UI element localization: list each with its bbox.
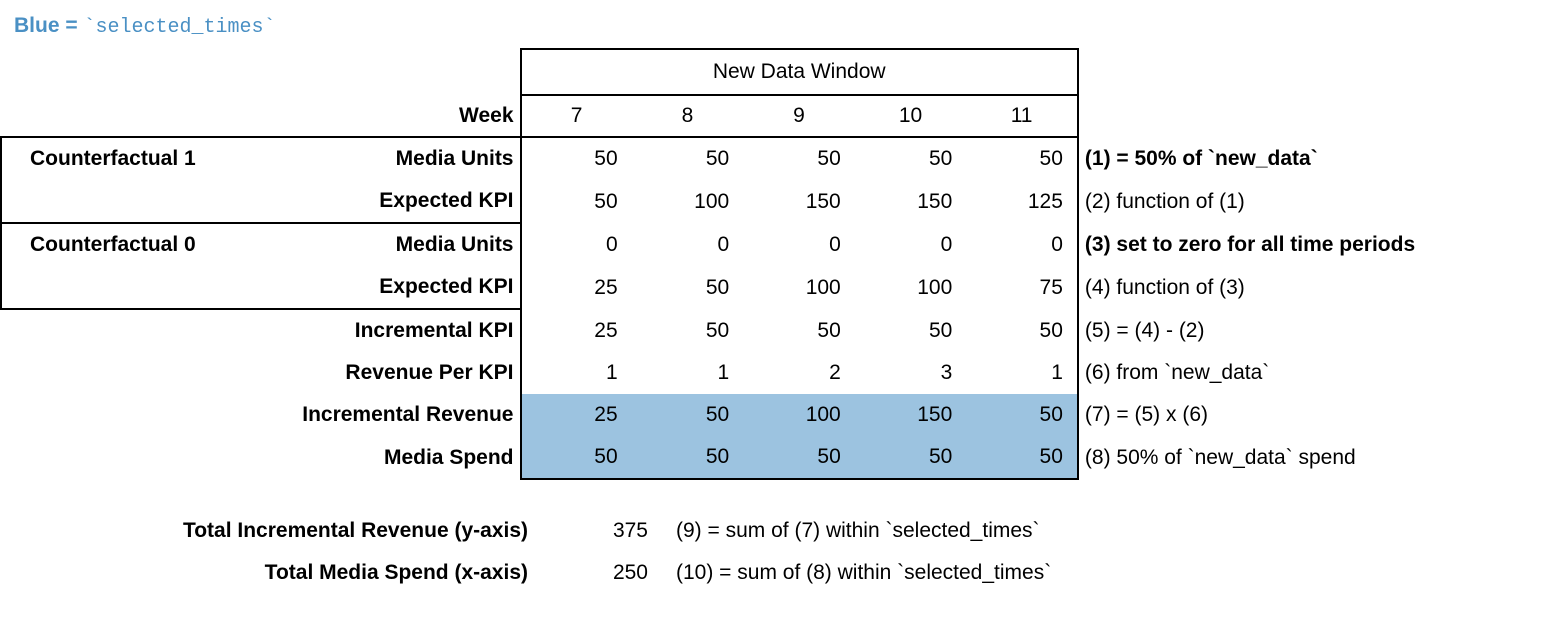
- cell-value: 50: [705, 318, 730, 342]
- cell-value: 25: [521, 309, 632, 352]
- cell-value-highlighted: 100: [743, 394, 855, 436]
- row-label: Expected KPI: [379, 189, 514, 212]
- cell-value: 150: [917, 189, 953, 213]
- cell-value: 3: [940, 361, 953, 384]
- row-group-label: [1, 394, 296, 436]
- cell-value: 125: [966, 180, 1078, 223]
- cell-value: 0: [521, 223, 632, 266]
- table-row: [1, 436, 1543, 479]
- cell-value: 0: [717, 232, 730, 256]
- totals-table: [0, 510, 1051, 594]
- row-label: Media Units: [296, 137, 520, 180]
- row-note: (2) function of (1): [1084, 189, 1245, 213]
- row-note: (3) set to zero for all time periods: [1084, 232, 1416, 256]
- cell-value: 50: [928, 318, 953, 342]
- row-group-label: [1, 180, 296, 223]
- table-header-week-row: [1, 95, 1543, 137]
- cell-value-highlighted: 25: [521, 394, 632, 436]
- row-group-label: Counterfactual 0: [1, 223, 296, 266]
- totals-section: [0, 510, 1544, 594]
- cell-value: 1: [521, 352, 632, 394]
- row-group-label: [1, 309, 296, 352]
- cell-value-highlighted: 50: [966, 394, 1078, 436]
- spacer-cell: [1078, 95, 1543, 137]
- week-column-header: 11: [966, 95, 1078, 137]
- table-row: [1, 180, 1543, 223]
- table-row: [1, 394, 1543, 436]
- row-label: Media Units: [296, 223, 520, 266]
- spacer-cell: [1078, 49, 1543, 95]
- row-group-label: [1, 436, 296, 479]
- cell-value: 1: [966, 352, 1078, 394]
- cell-value: 50: [817, 318, 841, 342]
- row-label: Incremental Revenue: [302, 403, 514, 426]
- total-label: Total Incremental Revenue (y-axis): [182, 519, 528, 542]
- spacer-cell: [296, 49, 520, 95]
- cell-value: 150: [805, 189, 841, 213]
- cell-value: 1: [717, 361, 730, 384]
- week-label: Week: [459, 103, 514, 127]
- row-note: (8) 50% of `new_data` spend: [1084, 445, 1356, 469]
- total-value: 250: [612, 561, 648, 584]
- row-note: (6) from `new_data`: [1084, 361, 1270, 384]
- legend-code: `selected_times`: [83, 16, 276, 39]
- row-note: (4) function of (3): [1084, 275, 1245, 299]
- cell-value: 100: [694, 189, 730, 213]
- total-note: (9) = sum of (7) within `selected_times`: [676, 519, 1040, 542]
- cell-value: 100: [917, 275, 953, 299]
- cell-value: 50: [521, 137, 632, 180]
- row-group-label: [1, 352, 296, 394]
- cell-value: 2: [829, 361, 841, 384]
- row-group-label: [1, 266, 296, 309]
- cell-value-highlighted: 50: [521, 436, 632, 479]
- total-value: 375: [612, 519, 648, 542]
- row-label: Expected KPI: [296, 266, 520, 309]
- cell-value: 50: [817, 147, 841, 170]
- cell-value-highlighted: 50: [855, 436, 967, 479]
- table-header-window-row: [1, 49, 1543, 95]
- row-note: (5) = (4) - (2): [1084, 318, 1205, 342]
- spacer-cell: [1, 49, 296, 95]
- cell-value: 0: [966, 223, 1078, 266]
- table-row: [1, 223, 1543, 266]
- new-data-window-header: New Data Window: [521, 49, 1078, 95]
- week-column-header: 10: [855, 95, 967, 137]
- row-label: Incremental KPI: [354, 319, 514, 342]
- row-group-label: Counterfactual 1: [1, 137, 296, 180]
- counterfactual-table-container: [0, 48, 1544, 480]
- cell-value-highlighted: 50: [743, 436, 855, 479]
- cell-value-highlighted: 150: [855, 394, 967, 436]
- totals-row: [0, 552, 1051, 594]
- table-row: [1, 266, 1543, 309]
- cell-value: 0: [829, 232, 841, 256]
- totals-row: [0, 510, 1051, 552]
- week-column-header: 8: [632, 95, 744, 137]
- cell-value: 50: [966, 137, 1078, 180]
- legend-prefix: Blue =: [14, 14, 84, 37]
- row-note: (7) = (5) x (6): [1084, 403, 1208, 426]
- cell-value-highlighted: 50: [966, 436, 1078, 479]
- week-column-header: 7: [521, 95, 632, 137]
- legend: [14, 14, 275, 39]
- week-column-header: 9: [743, 95, 855, 137]
- counterfactual-table: [0, 48, 1544, 480]
- cell-value: 50: [521, 180, 632, 223]
- total-note: (10) = sum of (8) within `selected_times`: [676, 561, 1052, 584]
- cell-value: 50: [705, 147, 730, 170]
- cell-value-highlighted: 50: [632, 394, 744, 436]
- total-label: Total Media Spend (x-axis): [264, 561, 528, 584]
- cell-value: 0: [940, 232, 953, 256]
- table-row: [1, 137, 1543, 180]
- cell-value: 25: [521, 266, 632, 309]
- cell-value: 75: [966, 266, 1078, 309]
- table-row: [1, 352, 1543, 394]
- cell-value-highlighted: 50: [632, 436, 744, 479]
- cell-value: 100: [805, 275, 841, 299]
- spacer-cell: [1, 95, 296, 137]
- cell-value: 50: [966, 309, 1078, 352]
- table-row: [1, 309, 1543, 352]
- row-label: Media Spend: [383, 445, 514, 469]
- cell-value: 50: [928, 147, 953, 170]
- row-note: (1) = 50% of `new_data`: [1084, 146, 1318, 170]
- row-label: Revenue Per KPI: [345, 361, 514, 384]
- cell-value: 50: [705, 275, 730, 299]
